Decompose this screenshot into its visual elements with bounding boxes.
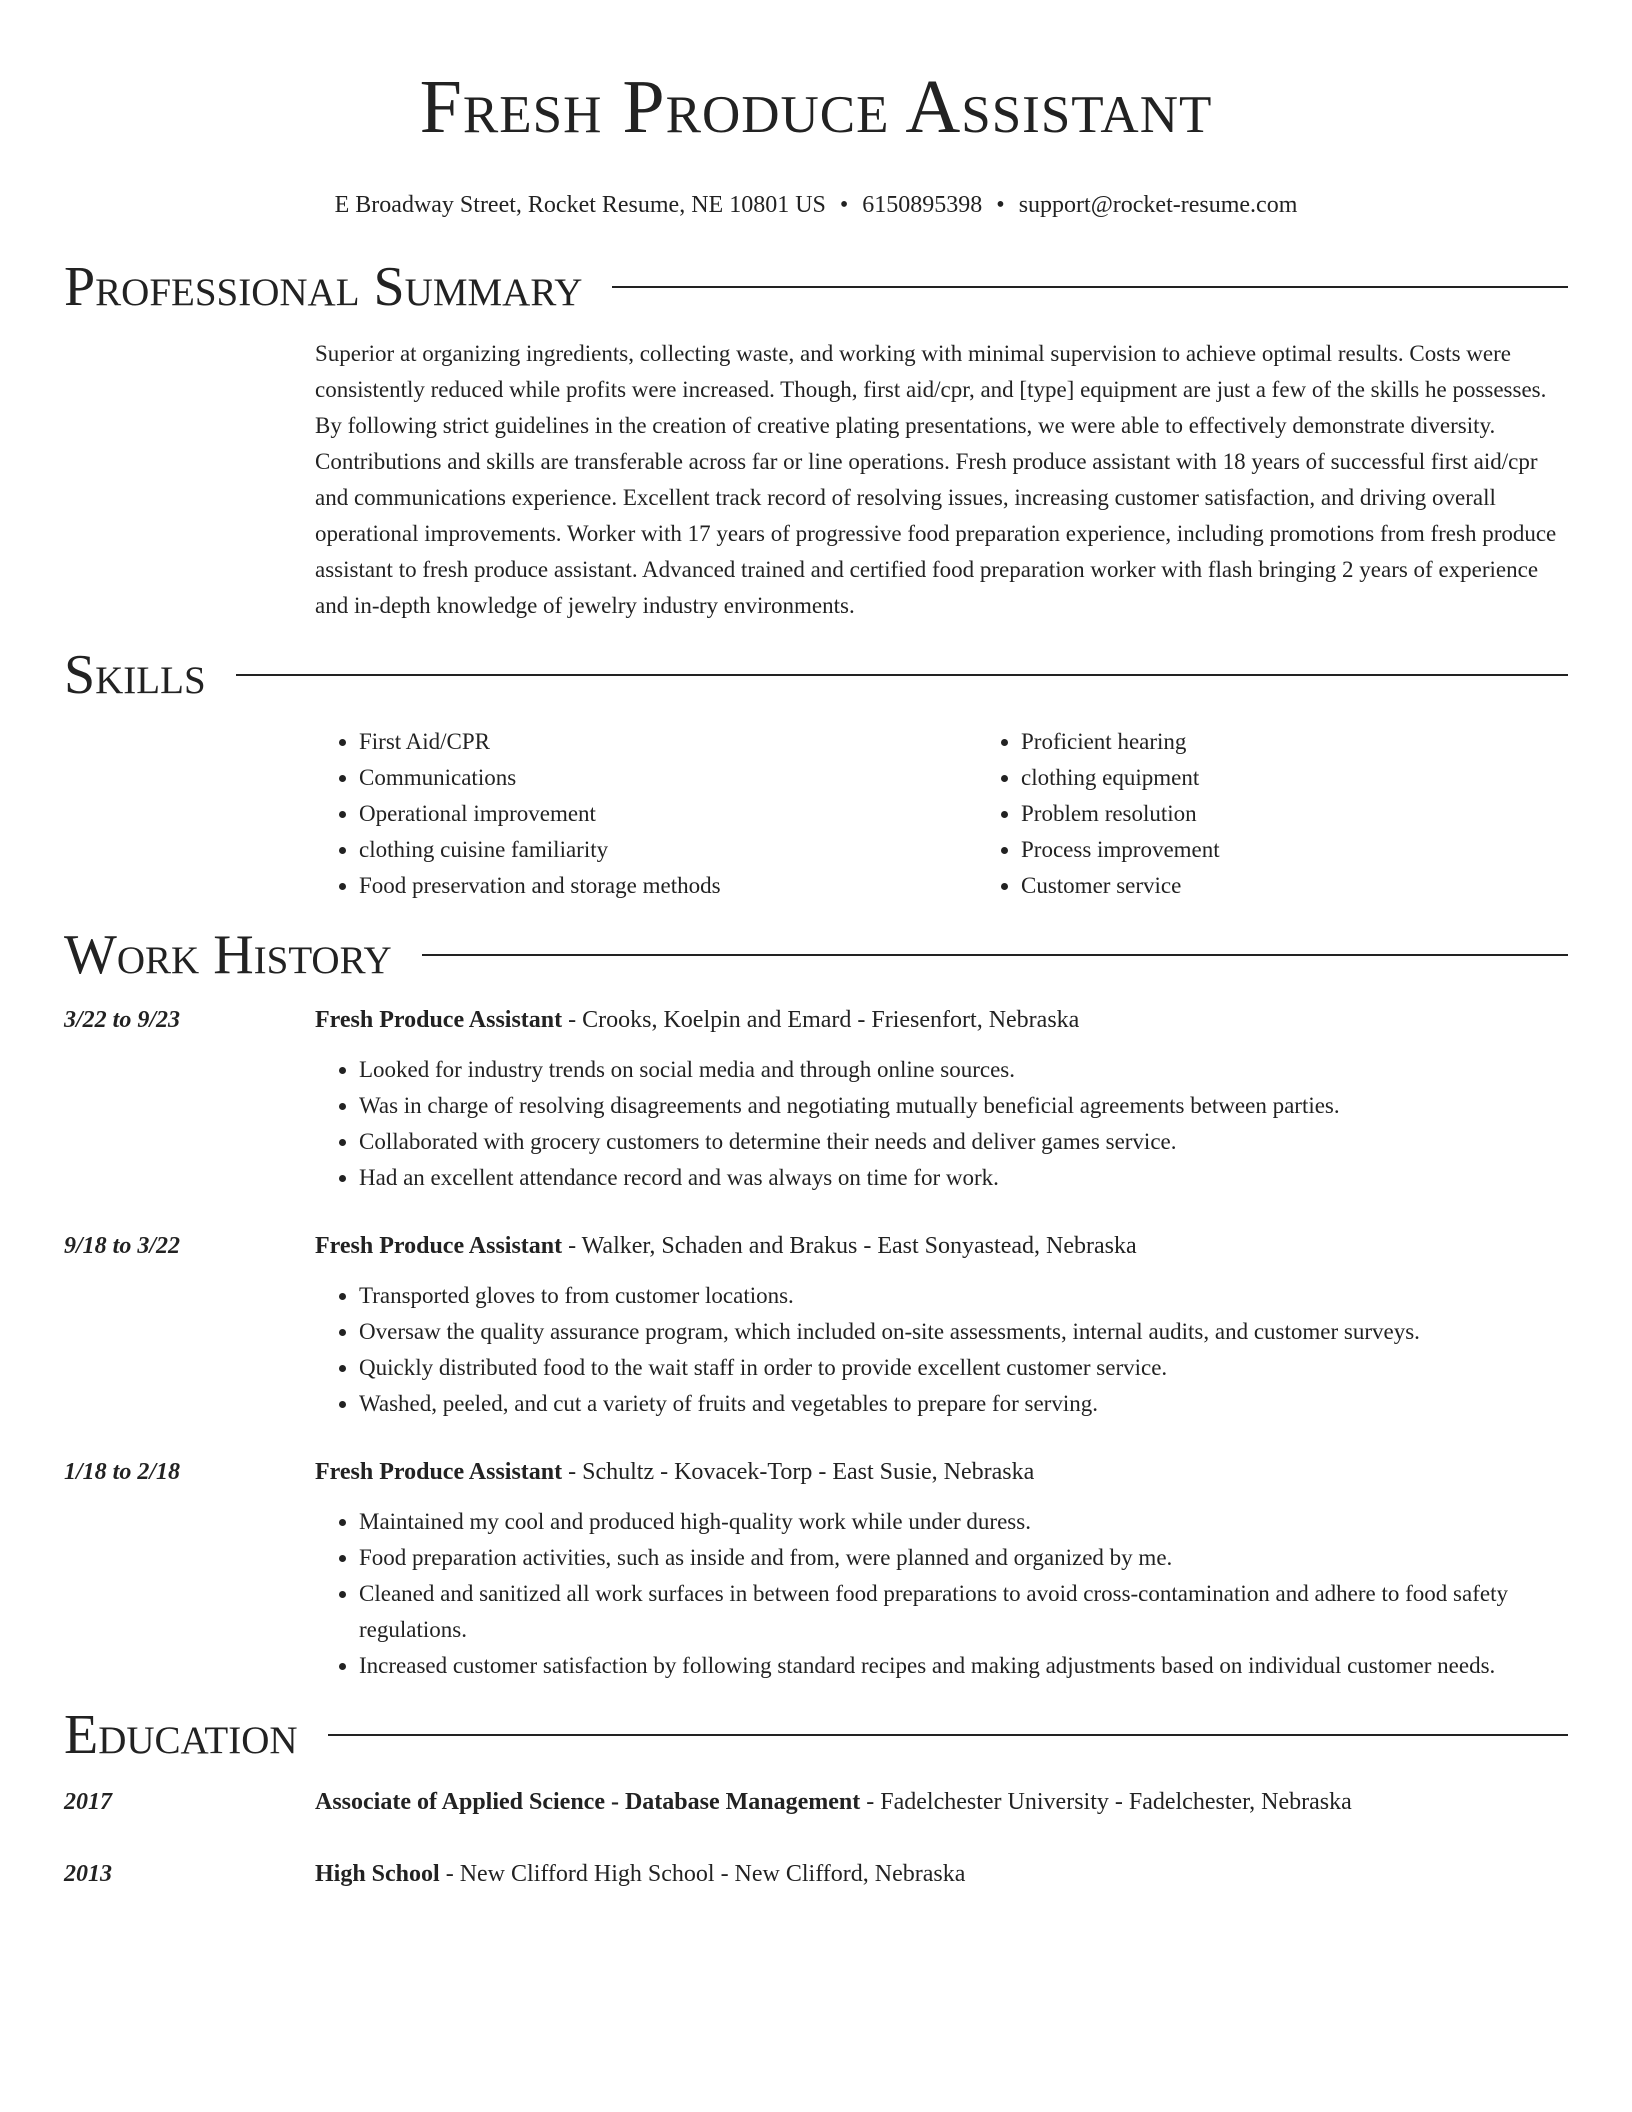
skills-list — [315, 724, 1568, 904]
section-divider — [236, 674, 1568, 676]
job-employer: - Schultz - Kovacek-Torp - East Susie, Nebraska — [562, 1459, 1035, 1485]
education-entry — [64, 1784, 1568, 1820]
education-year: 2013 — [64, 1861, 112, 1887]
education-body — [315, 1784, 1568, 1820]
job-bullet: • Increased customer satisfaction by following standard recipes and making adjustments based on individual customer needs. — [359, 1648, 1568, 1684]
education-institution: - Fadelchester University - Fadelchester, Nebraska — [860, 1789, 1352, 1815]
job-bullets — [315, 1052, 1568, 1196]
skill-item: • Operational improvement — [359, 796, 977, 832]
section-divider — [612, 286, 1568, 288]
job-bullet: • Transported gloves to from customer locations. — [359, 1278, 1568, 1314]
education-line — [315, 1784, 1568, 1820]
job-entry — [64, 1002, 1568, 1196]
contact-line — [64, 190, 1568, 220]
skills-section-header — [64, 640, 1568, 710]
skill-item: • clothing equipment — [1021, 760, 1220, 796]
skill-item: • clothing cuisine familiarity — [359, 832, 977, 868]
section-divider — [422, 954, 1568, 956]
job-role: Fresh Produce Assistant — [315, 1233, 563, 1259]
skill-item: • Proficient hearing — [1021, 724, 1220, 760]
skills-section-title: Skills — [64, 644, 206, 706]
education-line — [315, 1856, 1568, 1892]
job-body — [315, 1002, 1568, 1196]
summary-section-title: Professional Summary — [64, 256, 583, 318]
education-body — [315, 1856, 1568, 1892]
education-degree: High School — [315, 1861, 440, 1887]
job-employer: - Crooks, Koelpin and Emard - Friesenfort, Nebraska — [562, 1007, 1080, 1033]
job-bullet: • Had an excellent attendance record and was always on time for work. — [359, 1160, 1568, 1196]
section-divider — [328, 1734, 1568, 1736]
job-bullet: • Was in charge of resolving disagreements and negotiating mutually beneficial agreements between parties. — [359, 1088, 1568, 1124]
skill-item: • Problem resolution — [1021, 796, 1220, 832]
education-degree: Associate of Applied Science - Database Management — [315, 1789, 861, 1815]
education-section-title: Education — [64, 1704, 298, 1766]
education-entry — [64, 1856, 1568, 1892]
job-bullet: • Oversaw the quality assurance program, which included on-site assessments, internal audits, and customer surveys. — [359, 1314, 1568, 1350]
skill-item: • Customer service — [1021, 868, 1220, 904]
contact-address: E Broadway Street, Rocket Resume, NE 10801 US — [334, 192, 826, 218]
skills-column-right — [977, 724, 1220, 904]
summary-text: Superior at organizing ingredients, collecting waste, and working with minimal supervision to achieve optimal results. Costs were consistently reduced while profits were increased. Though, first aid/cpr, and [type] equipment are just a few of the skills he possesses. By following strict guidelines in the creation of creative plating presentations, we were able to effectively demonstrate diversity. Contributions and skills are transferable across far or line operations. Fresh produce assistant with 18 years of successful first aid/cpr and communications experience. Excellent track record of resolving issues, increasing customer satisfaction, and driving overall operational improvements. Worker with 17 years of progressive food preparation experience, including promotions from fresh produce assistant to fresh produce assistant. Advanced trained and certified food preparation worker with flash bringing 2 years of experience and in-depth knowledge of jewelry industry environments. — [315, 341, 1557, 618]
skills-column-left — [315, 724, 977, 904]
job-bullet: • Quickly distributed food to the wait staff in order to provide excellent customer service. — [359, 1350, 1568, 1386]
summary-content — [315, 336, 1568, 624]
job-bullet: • Collaborated with grocery customers to determine their needs and deliver games service. — [359, 1124, 1568, 1160]
job-title-line — [315, 1228, 1568, 1264]
skill-item: • Food preservation and storage methods — [359, 868, 977, 904]
contact-phone: 6150895398 — [862, 192, 983, 218]
job-role: Fresh Produce Assistant — [315, 1007, 563, 1033]
work-section-header — [64, 920, 1568, 990]
resume-page — [64, 0, 1568, 1892]
job-date: 9/18 to 3/22 — [64, 1233, 181, 1259]
education-institution: - New Clifford High School - New Clifford, Nebraska — [439, 1861, 966, 1887]
job-entry — [64, 1454, 1568, 1684]
contact-separator: • — [996, 192, 1005, 218]
contact-email: support@rocket-resume.com — [1018, 192, 1298, 218]
skill-item: • First Aid/CPR — [359, 724, 977, 760]
job-employer: - Walker, Schaden and Brakus - East Sonyastead, Nebraska — [562, 1233, 1137, 1259]
job-role: Fresh Produce Assistant — [315, 1459, 563, 1485]
skill-item: • Process improvement — [1021, 832, 1220, 868]
job-title-line — [315, 1002, 1568, 1038]
job-title-line — [315, 1454, 1568, 1490]
summary-section-header — [64, 252, 1568, 322]
job-bullet: • Looked for industry trends on social media and through online sources. — [359, 1052, 1568, 1088]
candidate-name: Fresh Produce Assistant — [419, 65, 1213, 149]
contact-separator: • — [839, 192, 849, 218]
job-bullet: • Washed, peeled, and cut a variety of fruits and vegetables to prepare for serving. — [359, 1386, 1568, 1422]
job-bullet: • Cleaned and sanitized all work surfaces in between food preparations to avoid cross-contamination and adhere to food safety regulations. — [359, 1576, 1568, 1648]
job-bullet: • Food preparation activities, such as inside and from, were planned and organized by me. — [359, 1540, 1568, 1576]
job-body — [315, 1228, 1568, 1422]
job-bullets — [315, 1504, 1568, 1684]
job-entry — [64, 1228, 1568, 1422]
education-year: 2017 — [64, 1789, 112, 1815]
job-bullet: • Maintained my cool and produced high-quality work while under duress. — [359, 1504, 1568, 1540]
job-bullets — [315, 1278, 1568, 1422]
education-section-header — [64, 1700, 1568, 1770]
job-body — [315, 1454, 1568, 1684]
skill-item: • Communications — [359, 760, 977, 796]
job-date: 1/18 to 2/18 — [64, 1459, 181, 1485]
job-date: 3/22 to 9/23 — [64, 1007, 181, 1033]
work-section-title: Work History — [64, 924, 392, 986]
